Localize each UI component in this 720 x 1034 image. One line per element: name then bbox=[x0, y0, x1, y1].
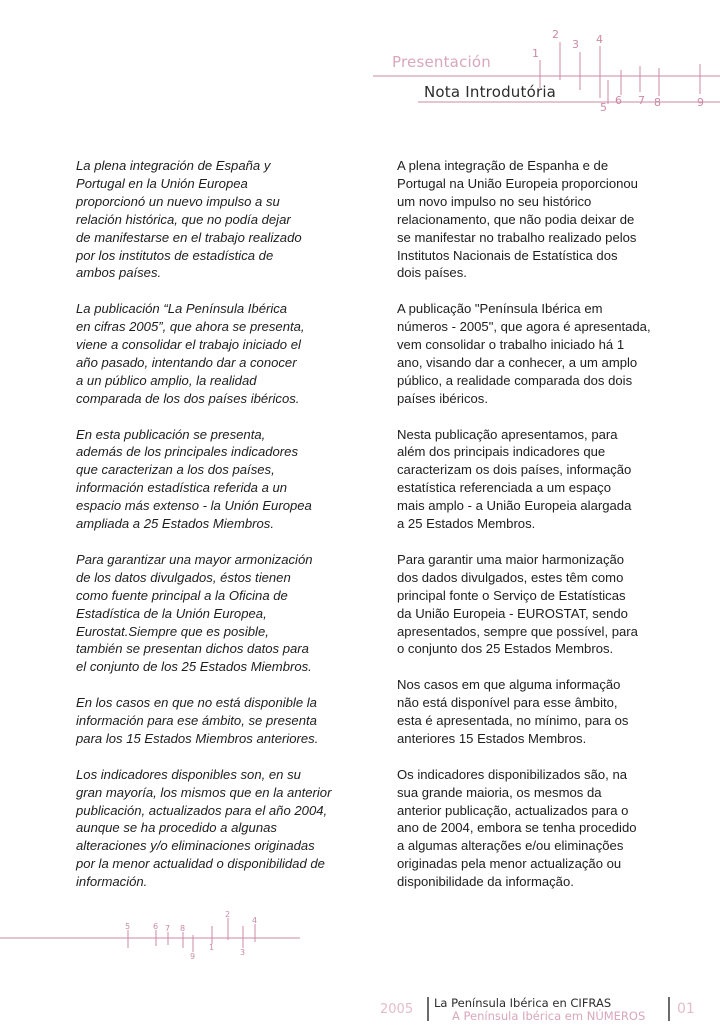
ruler-number: 7 bbox=[638, 94, 645, 107]
es-paragraph: La publicación “La Península Ibérica en cifras 2005”, que ahora se presenta, viene a consolidar el trabajo iniciado el año pasado, intentando dar a conocer a un público amplio, la realidad comparada de los dos países ibéricos. bbox=[76, 301, 305, 406]
ruler-number: 5 bbox=[125, 922, 131, 931]
spanish-text-column bbox=[76, 157, 376, 909]
pt-paragraph: A plena integração de Espanha e de Portugal na União Europeia proporcionou um novo impulso no seu histórico relacionamento, que não podia deixar de se manifestar no trabalho realizado pelos Institutos Nacionais de Estatística dos dois países. bbox=[397, 158, 638, 281]
ruler-number: 8 bbox=[180, 924, 186, 933]
footer-title-es: La Península Ibérica en CIFRAS bbox=[434, 996, 612, 1010]
pt-paragraph: Para garantir uma maior harmonização dos dados divulgados, estes têm como principal fonte o Serviço de Estatísticas da União Europeia - EUROSTAT, sendo apresentados, sempre que possível, para o conjunto dos 25 Estados Membros. bbox=[397, 551, 638, 657]
portuguese-text-column bbox=[397, 157, 697, 909]
ruler-number: 9 bbox=[190, 952, 196, 961]
es-paragraph: Para garantizar una mayor armonización de los datos divulgados, éstos tienen como fuente principal a la Oficina de Estadística de la Unión Europea, Eurostat.Siempre que es posible, también se presentan dichos datos para el conjunto de los 25 Estados Miembros. bbox=[76, 551, 313, 675]
ruler-number: 2 bbox=[225, 910, 231, 919]
footer-year: 2005 bbox=[380, 1002, 414, 1017]
ruler-number: 4 bbox=[252, 916, 258, 925]
ruler-number: 6 bbox=[153, 922, 159, 931]
pt-paragraph: A publicação "Península Ibérica em números - 2005", que agora é apresentada, vem consolidar o trabalho iniciado há 1 ano, visando dar a conhecer, a um amplo público, a realidade comparada dos dois países ibéricos. bbox=[397, 301, 651, 406]
es-paragraph: La plena integración de España y Portugal en la Unión Europea proporcionó un nuevo impulso a su relación histórica, que no podía dejar de manifestarse en el trabajo realizado por los institutos de estadística de ambos países. bbox=[76, 158, 302, 281]
ruler-number: 5 bbox=[600, 101, 607, 114]
es-paragraph: En esta publicación se presenta, además de los principales indicadores que caracterizan a los dos países, información estadística referida a un espacio más extenso - la Unión Europea ampliada a 25 Estados Miembros. bbox=[76, 426, 312, 532]
ruler-number: 8 bbox=[654, 96, 661, 109]
pt-paragraph: Nos casos em que alguma informação não está disponível para esse âmbito, esta é apresentada, no mínimo, para os anteriores 15 Estados Membros. bbox=[397, 677, 629, 746]
ruler-number: 3 bbox=[572, 38, 579, 51]
ruler-number: 9 bbox=[697, 96, 704, 109]
ruler-number: 2 bbox=[552, 28, 559, 41]
es-paragraph: En los casos en que no está disponible la información para ese ámbito, se presenta para los 15 Estados Miembros anteriores. bbox=[76, 695, 319, 746]
page-number: 01 bbox=[677, 1001, 695, 1017]
ruler-number: 1 bbox=[209, 943, 215, 952]
ruler-number: 6 bbox=[615, 94, 622, 107]
section-title-es: Presentación bbox=[392, 53, 491, 71]
pt-paragraph: Nesta publicação apresentamos, para além dos principais indicadores que caracterizam os dois países, informação estatística referenciada a um espaço mais amplo - a União Europeia alargada a 25 Estados Membros. bbox=[397, 426, 632, 532]
ruler-number: 4 bbox=[596, 33, 603, 46]
ruler-number: 3 bbox=[240, 948, 246, 957]
pt-paragraph: Os indicadores disponibilizados são, na sua grande maioria, os mesmos da anterior publicação, actualizados para o ano de 2004, embora se tenha procedido a algumas alterações e/ou eliminações originadas pela menor actualização ou disponibilidade da informação. bbox=[397, 766, 637, 890]
footer-title-pt: A Península Ibérica em NÚMEROS bbox=[452, 1009, 646, 1023]
ruler-number: 7 bbox=[165, 924, 171, 933]
ruler-number: 1 bbox=[532, 47, 539, 60]
section-title-pt: Nota Introdutória bbox=[424, 83, 557, 101]
es-paragraph: Los indicadores disponibles son, en su gran mayoría, los mismos que en la anterior publicación, actualizados para el año 2004, aunque se ha procedido a algunas alteraciones y/o eliminaciones originadas por la menor actualidad o disponibilidad de información. bbox=[76, 766, 332, 890]
